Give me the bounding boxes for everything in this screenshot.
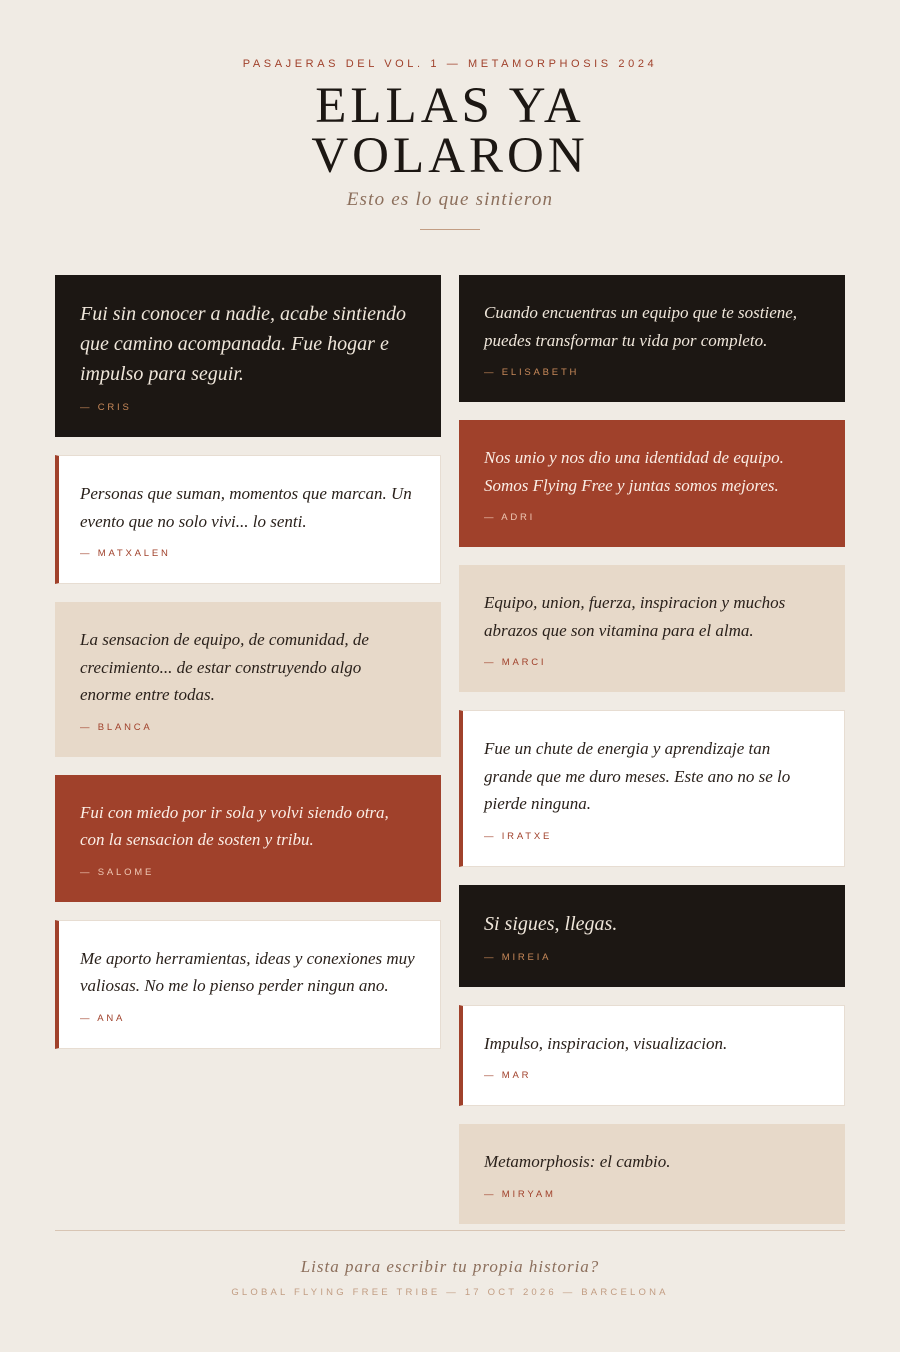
testimonial-quote: Cuando encuentras un equipo que te sostiene, puedes transformar tu vida por completo. — [484, 303, 798, 350]
testimonial-author: — ADRI — [484, 512, 536, 523]
testimonial-author: — MIRYAM — [484, 1188, 556, 1200]
testimonial-quote: Impulso, inspiracion, visualizacion. — [484, 1033, 728, 1053]
testimonial-card — [55, 775, 441, 902]
testimonial-card — [459, 885, 845, 987]
testimonial-quote: Metamorphosis: el cambio. — [484, 1152, 671, 1171]
event-kicker: PASAJERAS DEL VOL. 1 — METAMORPHOSIS 2024 — [242, 58, 658, 70]
testimonial-author: — BLANCA — [80, 721, 153, 733]
testimonial-quote: Nos unio y nos dio una identidad de equipo. Somos Flying Free y juntas somos mejores. — [484, 448, 784, 495]
page-header — [0, 0, 900, 230]
testimonial-author: — ELISABETH — [484, 367, 580, 378]
testimonial-column-right — [459, 275, 845, 1224]
testimonial-card — [459, 710, 845, 867]
testimonial-quote: Fui con miedo por ir sola y volvi siendo otra, con la sensacion de sosten y tribu. — [80, 802, 389, 849]
testimonial-card — [459, 1005, 845, 1107]
testimonial-card — [459, 1124, 845, 1224]
testimonial-quote: Equipo, union, fuerza, inspiracion y muchos abrazos que son vitamina para el alma. — [484, 593, 786, 640]
testimonial-card — [459, 565, 845, 692]
testimonial-card — [459, 420, 845, 547]
testimonial-quote: Personas que suman, momentos que marcan. Un evento que no solo vivi... lo senti. — [80, 484, 412, 531]
testimonial-quote: Me aporto herramientas, ideas y conexiones muy valiosas. No me lo pienso perder ningun ano. — [80, 948, 415, 995]
testimonial-card — [55, 602, 441, 757]
page-title — [0, 78, 900, 184]
testimonial-column-left — [55, 275, 441, 1224]
testimonial-quote: Si sigues, llegas. — [484, 912, 618, 935]
testimonial-author: — IRATXE — [484, 830, 553, 842]
testimonial-card — [55, 275, 441, 437]
testimonial-quote: Fui sin conocer a nadie, acabe sintiendo que camino acompanada. Fue hogar e impulso para seguir. — [80, 303, 407, 385]
footer-event-meta: GLOBAL FLYING FREE TRIBE — 17 OCT 2026 — BARCELONA — [231, 1287, 669, 1298]
page-footer — [55, 1230, 845, 1298]
testimonial-grid — [55, 275, 845, 1224]
testimonial-author: — ANA — [80, 1012, 126, 1024]
testimonial-quote: Fue un chute de energia y aprendizaje tan grande que me duro meses. Este ano no se lo pierde ninguna. — [484, 739, 791, 813]
header-divider — [420, 229, 480, 230]
testimonial-author: — CRIS — [80, 402, 132, 413]
testimonial-quote: La sensacion de equipo, de comunidad, de crecimiento... de estar construyendo algo enorme entre todas. — [80, 630, 369, 704]
testimonial-author: — MARCI — [484, 657, 547, 668]
testimonial-author: — MAR — [484, 1070, 532, 1081]
title-line-2: VOLARON — [311, 128, 589, 184]
page-subtitle: Esto es lo que sintieron — [346, 189, 554, 210]
testimonial-card — [55, 455, 441, 584]
testimonial-author: — MATXALEN — [80, 548, 171, 559]
title-line-1: ELLAS YA — [315, 78, 585, 134]
testimonial-author: — SALOME — [80, 866, 155, 878]
testimonial-card — [55, 920, 441, 1049]
testimonial-card — [459, 275, 845, 402]
testimonial-author: — MIREIA — [484, 951, 552, 963]
footer-cta: Lista para escribir tu propia historia? — [300, 1257, 600, 1276]
